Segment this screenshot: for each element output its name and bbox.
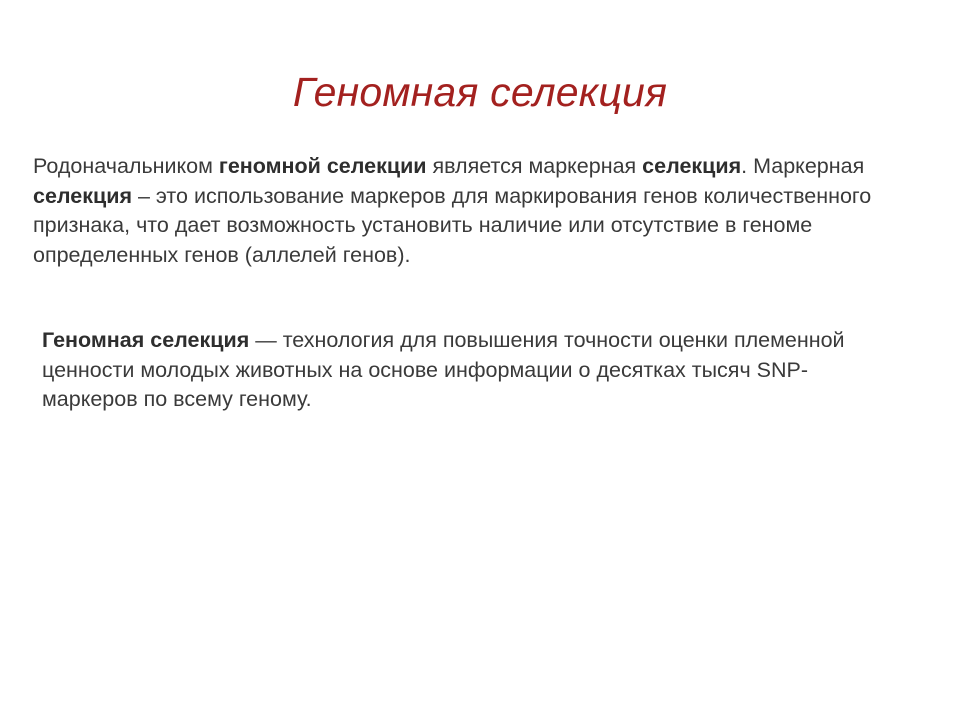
- paragraph1-bold-1: геномной селекции: [218, 154, 427, 178]
- paragraph1-text-3: . Маркерная: [741, 154, 865, 178]
- paragraph1-bold-3: селекция: [33, 183, 132, 208]
- paragraph-marker-selection: [33, 152, 913, 270]
- paragraph-genomic-selection-definition: [42, 326, 902, 415]
- paragraph1-bold-2: селекция: [642, 154, 742, 178]
- paragraph1-text-1: Родоначальником: [33, 154, 219, 178]
- slide-title: Геномная селекция: [292, 69, 668, 115]
- paragraph1-text-4: – это использование маркеров для маркирования генов количественного признака, что дает возможность установить наличие или отсутствие в геноме определенных генов (аллелей генов).: [33, 183, 872, 267]
- paragraph2-bold-1: Геномная селекция: [42, 328, 250, 352]
- paragraph1-text-2: является маркерная: [426, 154, 643, 178]
- paragraph2-text-1: — технология для повышения точности оценки племенной ценности молодых животных на основе информации о десятках тысяч SNP-маркеров по всему геному.: [42, 328, 845, 411]
